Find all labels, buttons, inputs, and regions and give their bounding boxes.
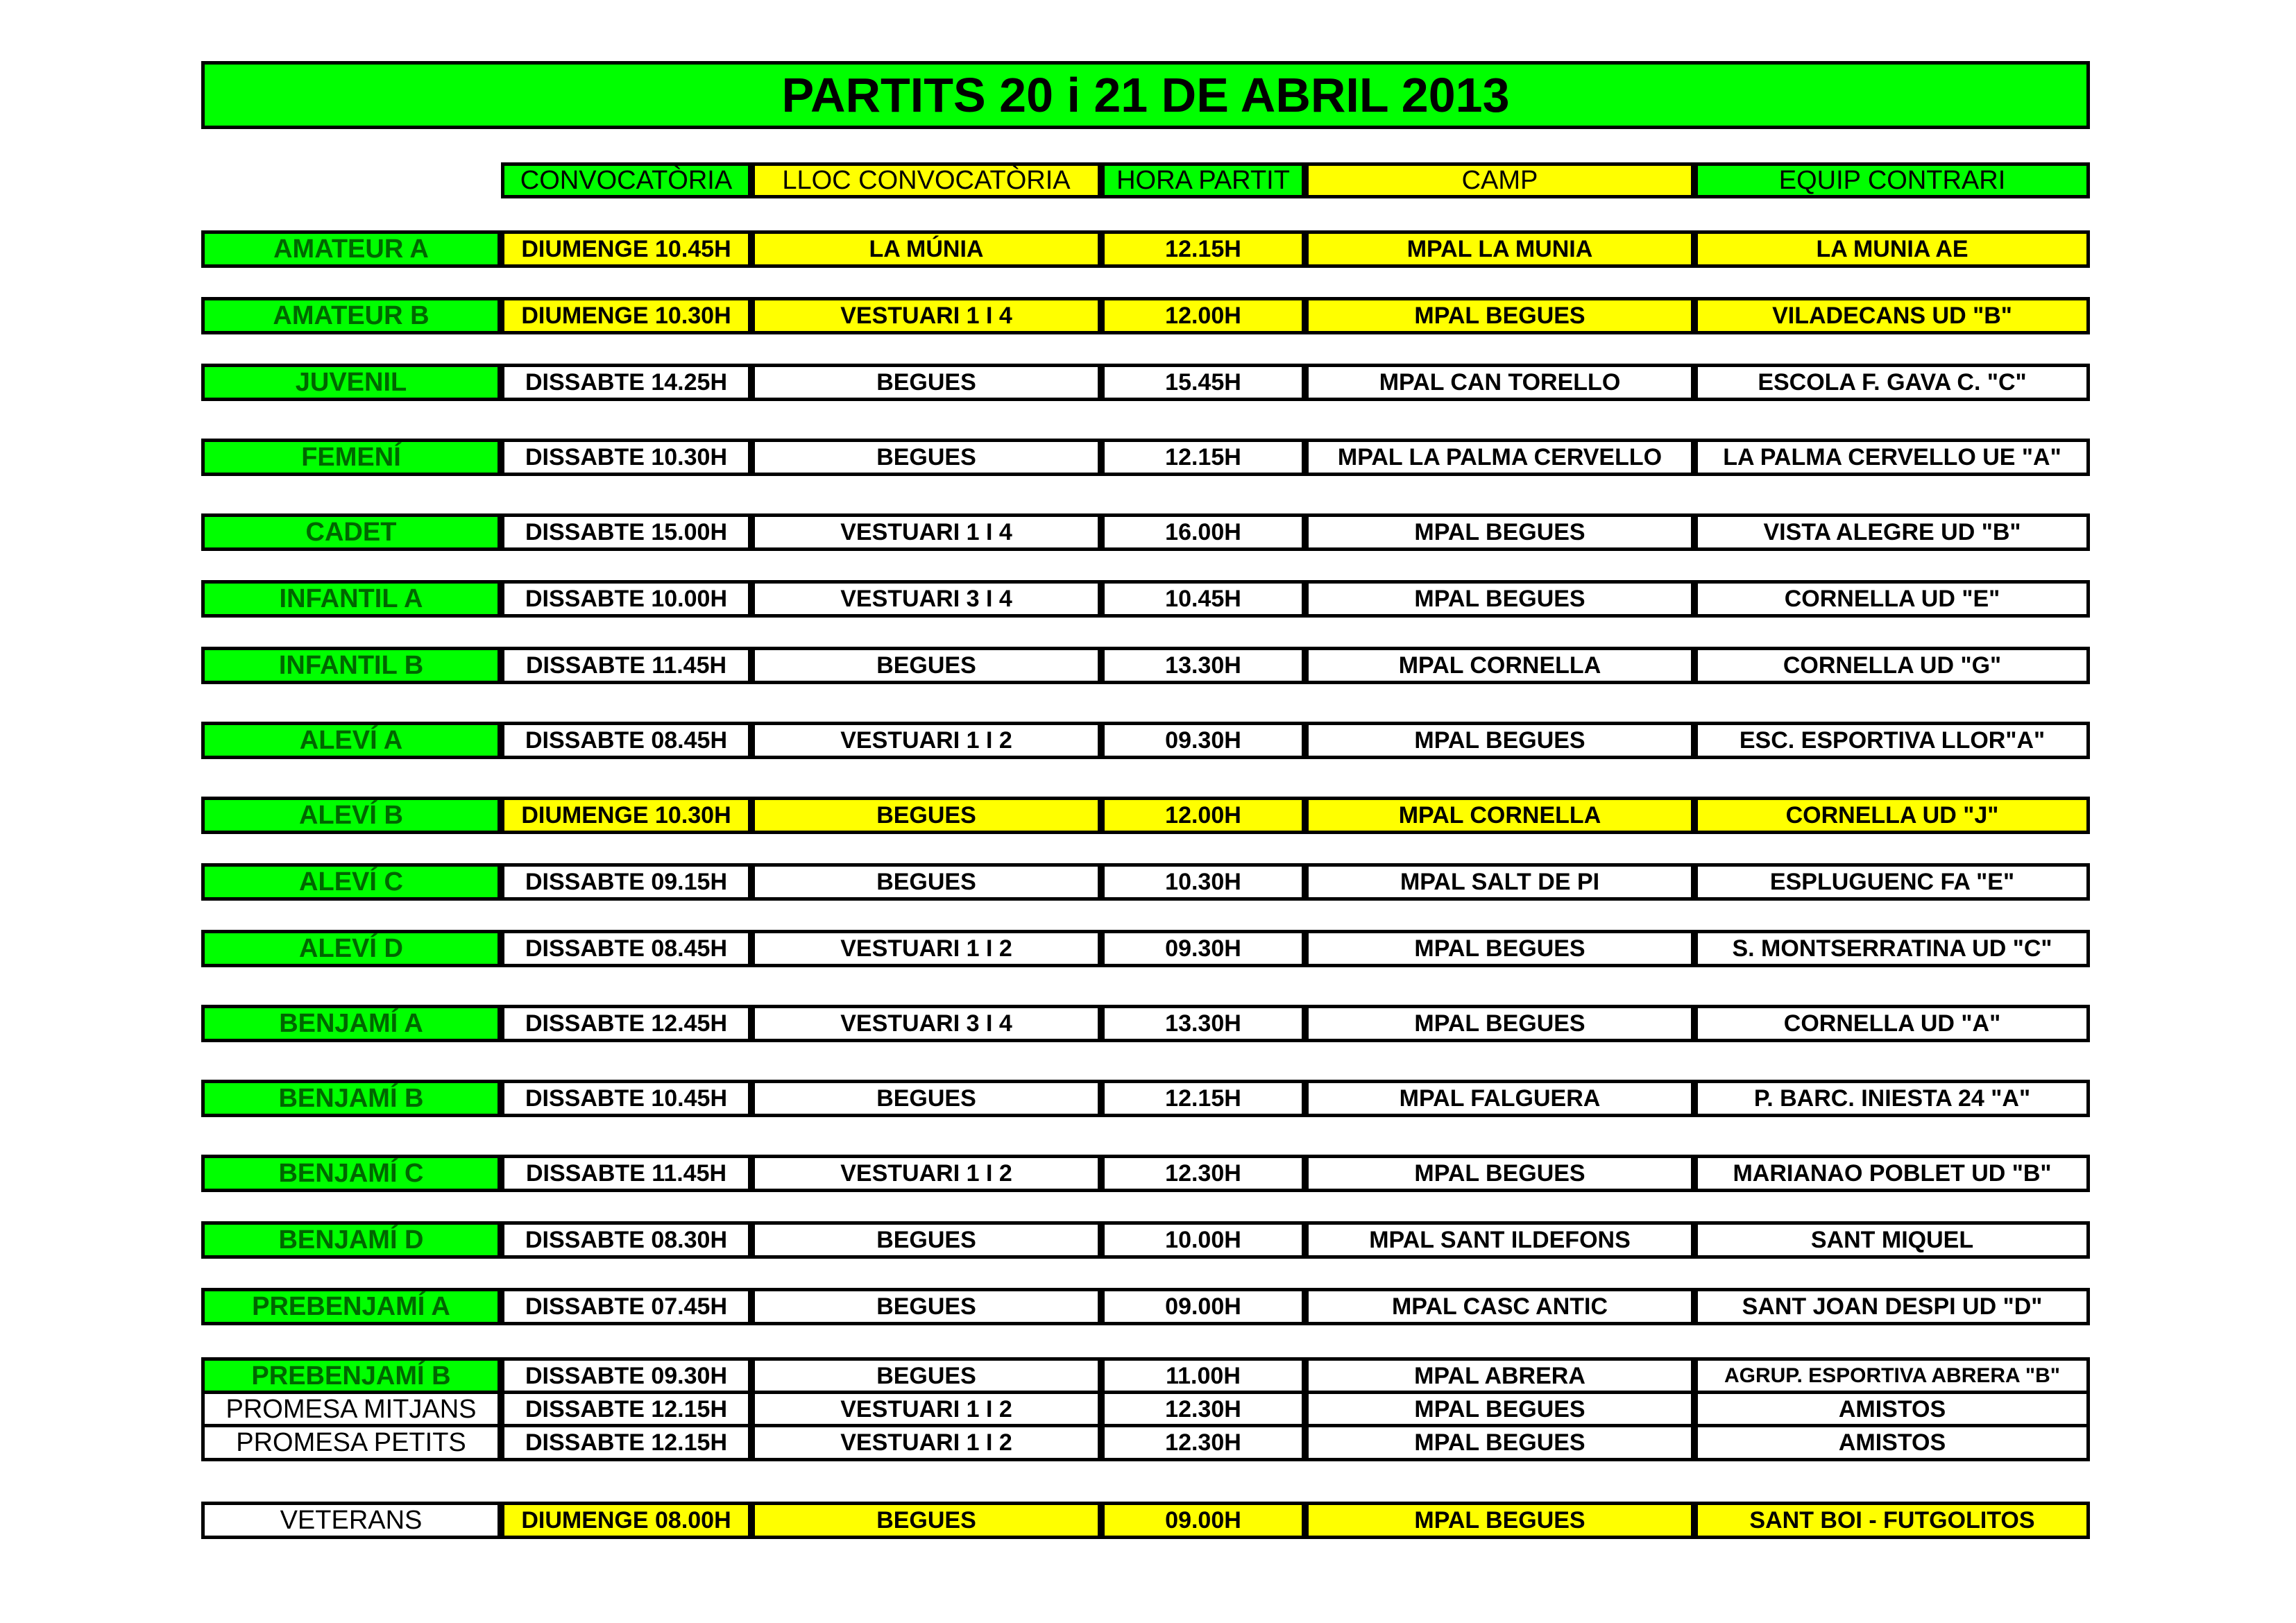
lloc-cell: BEGUES (751, 647, 1101, 684)
lloc-cell: VESTUARI 3 I 4 (751, 580, 1101, 618)
team-name-cell: PROMESA MITJANS (201, 1391, 501, 1428)
team-name-cell: PROMESA PETITS (201, 1424, 501, 1461)
camp-cell: MPAL BEGUES (1305, 1424, 1694, 1461)
contrari-cell: P. BARC. INIESTA 24 "A" (1694, 1080, 2090, 1117)
convocatoria-cell: DISSABTE 12.15H (501, 1424, 751, 1461)
team-name-cell: BENJAMÍ C (201, 1155, 501, 1192)
camp-cell: MPAL BEGUES (1305, 1502, 1694, 1539)
lloc-cell: LA MÚNIA (751, 230, 1101, 268)
hora-cell: 12.15H (1101, 1080, 1305, 1117)
contrari-cell: CORNELLA UD "A" (1694, 1005, 2090, 1042)
lloc-cell: BEGUES (751, 439, 1101, 476)
lloc-cell: BEGUES (751, 797, 1101, 834)
team-name-cell: FEMENÍ (201, 439, 501, 476)
convocatoria-cell: DIUMENGE 10.45H (501, 230, 751, 268)
contrari-cell: VISTA ALEGRE UD "B" (1694, 513, 2090, 551)
contrari-cell: SANT MIQUEL (1694, 1221, 2090, 1259)
lloc-cell: VESTUARI 1 I 2 (751, 930, 1101, 967)
lloc-cell: BEGUES (751, 364, 1101, 401)
team-name-cell: VETERANS (201, 1502, 501, 1539)
hora-cell: 12.00H (1101, 297, 1305, 334)
contrari-cell: ESC. ESPORTIVA LLOR"A" (1694, 722, 2090, 759)
contrari-cell: AMISTOS (1694, 1391, 2090, 1428)
contrari-cell: AMISTOS (1694, 1424, 2090, 1461)
hora-cell: 12.00H (1101, 797, 1305, 834)
hora-cell: 12.30H (1101, 1391, 1305, 1428)
lloc-cell: VESTUARI 3 I 4 (751, 1005, 1101, 1042)
team-name-cell: AMATEUR B (201, 297, 501, 334)
team-name-cell: ALEVÍ D (201, 930, 501, 967)
convocatoria-cell: DISSABTE 12.45H (501, 1005, 751, 1042)
team-name-cell: CADET (201, 513, 501, 551)
camp-cell: MPAL LA PALMA CERVELLO (1305, 439, 1694, 476)
convocatoria-cell: DISSABTE 11.45H (501, 647, 751, 684)
convocatoria-cell: DISSABTE 10.45H (501, 1080, 751, 1117)
contrari-cell: MARIANAO POBLET UD "B" (1694, 1155, 2090, 1192)
contrari-cell: ESPLUGUENC FA "E" (1694, 863, 2090, 901)
lloc-cell: VESTUARI 1 I 2 (751, 1391, 1101, 1428)
contrari-cell: S. MONTSERRATINA UD "C" (1694, 930, 2090, 967)
header-cell: HORA PARTIT (1101, 162, 1305, 198)
hora-cell: 12.30H (1101, 1424, 1305, 1461)
camp-cell: MPAL BEGUES (1305, 930, 1694, 967)
team-name-cell: INFANTIL A (201, 580, 501, 618)
contrari-cell: AGRUP. ESPORTIVA ABRERA "B" (1694, 1357, 2090, 1395)
hora-cell: 12.30H (1101, 1155, 1305, 1192)
lloc-cell: VESTUARI 1 I 2 (751, 722, 1101, 759)
camp-cell: MPAL BEGUES (1305, 513, 1694, 551)
team-name-cell: ALEVÍ B (201, 797, 501, 834)
hora-cell: 13.30H (1101, 1005, 1305, 1042)
team-name-cell: BENJAMÍ A (201, 1005, 501, 1042)
camp-cell: MPAL BEGUES (1305, 580, 1694, 618)
lloc-cell: BEGUES (751, 1221, 1101, 1259)
convocatoria-cell: DIUMENGE 08.00H (501, 1502, 751, 1539)
convocatoria-cell: DISSABTE 10.30H (501, 439, 751, 476)
lloc-cell: VESTUARI 1 I 2 (751, 1155, 1101, 1192)
lloc-cell: BEGUES (751, 1080, 1101, 1117)
camp-cell: MPAL LA MUNIA (1305, 230, 1694, 268)
convocatoria-cell: DISSABTE 12.15H (501, 1391, 751, 1428)
lloc-cell: BEGUES (751, 1357, 1101, 1395)
contrari-cell: CORNELLA UD "E" (1694, 580, 2090, 618)
convocatoria-cell: DISSABTE 09.30H (501, 1357, 751, 1395)
hora-cell: 10.00H (1101, 1221, 1305, 1259)
convocatoria-cell: DISSABTE 14.25H (501, 364, 751, 401)
hora-cell: 10.30H (1101, 863, 1305, 901)
header-cell: CAMP (1305, 162, 1694, 198)
hora-cell: 09.30H (1101, 722, 1305, 759)
team-name-cell: PREBENJAMÍ B (201, 1357, 501, 1395)
camp-cell: MPAL SANT ILDEFONS (1305, 1221, 1694, 1259)
camp-cell: MPAL CORNELLA (1305, 647, 1694, 684)
team-name-cell: ALEVÍ A (201, 722, 501, 759)
contrari-cell: LA MUNIA AE (1694, 230, 2090, 268)
contrari-cell: SANT JOAN DESPI UD "D" (1694, 1288, 2090, 1325)
hora-cell: 09.00H (1101, 1288, 1305, 1325)
contrari-cell: CORNELLA UD "J" (1694, 797, 2090, 834)
lloc-cell: VESTUARI 1 I 2 (751, 1424, 1101, 1461)
camp-cell: MPAL ABRERA (1305, 1357, 1694, 1395)
convocatoria-cell: DIUMENGE 10.30H (501, 297, 751, 334)
hora-cell: 12.15H (1101, 439, 1305, 476)
convocatoria-cell: DISSABTE 11.45H (501, 1155, 751, 1192)
camp-cell: MPAL SALT DE PI (1305, 863, 1694, 901)
contrari-cell: SANT BOI - FUTGOLITOS (1694, 1502, 2090, 1539)
lloc-cell: BEGUES (751, 863, 1101, 901)
camp-cell: MPAL BEGUES (1305, 1005, 1694, 1042)
lloc-cell: VESTUARI 1 I 4 (751, 513, 1101, 551)
camp-cell: MPAL CASC ANTIC (1305, 1288, 1694, 1325)
convocatoria-cell: DISSABTE 08.45H (501, 722, 751, 759)
team-name-cell: BENJAMÍ D (201, 1221, 501, 1259)
convocatoria-cell: DISSABTE 08.45H (501, 930, 751, 967)
convocatoria-cell: DISSABTE 08.30H (501, 1221, 751, 1259)
lloc-cell: BEGUES (751, 1502, 1101, 1539)
convocatoria-cell: DISSABTE 09.15H (501, 863, 751, 901)
header-cell: CONVOCATÒRIA (501, 162, 751, 198)
header-cell: LLOC CONVOCATÒRIA (751, 162, 1101, 198)
hora-cell: 10.45H (1101, 580, 1305, 618)
hora-cell: 15.45H (1101, 364, 1305, 401)
team-name-cell: INFANTIL B (201, 647, 501, 684)
header-cell: EQUIP CONTRARI (1694, 162, 2090, 198)
team-name-cell: JUVENIL (201, 364, 501, 401)
contrari-cell: ESCOLA F. GAVA C. "C" (1694, 364, 2090, 401)
lloc-cell: VESTUARI 1 I 4 (751, 297, 1101, 334)
contrari-cell: CORNELLA UD "G" (1694, 647, 2090, 684)
team-name-cell: BENJAMÍ B (201, 1080, 501, 1117)
camp-cell: MPAL BEGUES (1305, 1155, 1694, 1192)
convocatoria-cell: DISSABTE 07.45H (501, 1288, 751, 1325)
hora-cell: 13.30H (1101, 647, 1305, 684)
convocatoria-cell: DIUMENGE 10.30H (501, 797, 751, 834)
camp-cell: MPAL CORNELLA (1305, 797, 1694, 834)
contrari-cell: LA PALMA CERVELLO UE "A" (1694, 439, 2090, 476)
hora-cell: 16.00H (1101, 513, 1305, 551)
team-name-cell: ALEVÍ C (201, 863, 501, 901)
hora-cell: 09.30H (1101, 930, 1305, 967)
hora-cell: 12.15H (1101, 230, 1305, 268)
hora-cell: 11.00H (1101, 1357, 1305, 1395)
convocatoria-cell: DISSABTE 10.00H (501, 580, 751, 618)
hora-cell: 09.00H (1101, 1502, 1305, 1539)
camp-cell: MPAL BEGUES (1305, 1391, 1694, 1428)
lloc-cell: BEGUES (751, 1288, 1101, 1325)
contrari-cell: VILADECANS UD "B" (1694, 297, 2090, 334)
camp-cell: MPAL BEGUES (1305, 722, 1694, 759)
camp-cell: MPAL CAN TORELLO (1305, 364, 1694, 401)
team-name-cell: AMATEUR A (201, 230, 501, 268)
convocatoria-cell: DISSABTE 15.00H (501, 513, 751, 551)
camp-cell: MPAL FALGUERA (1305, 1080, 1694, 1117)
team-name-cell: PREBENJAMÍ A (201, 1288, 501, 1325)
page-title: PARTITS 20 i 21 DE ABRIL 2013 (201, 61, 2090, 129)
camp-cell: MPAL BEGUES (1305, 297, 1694, 334)
